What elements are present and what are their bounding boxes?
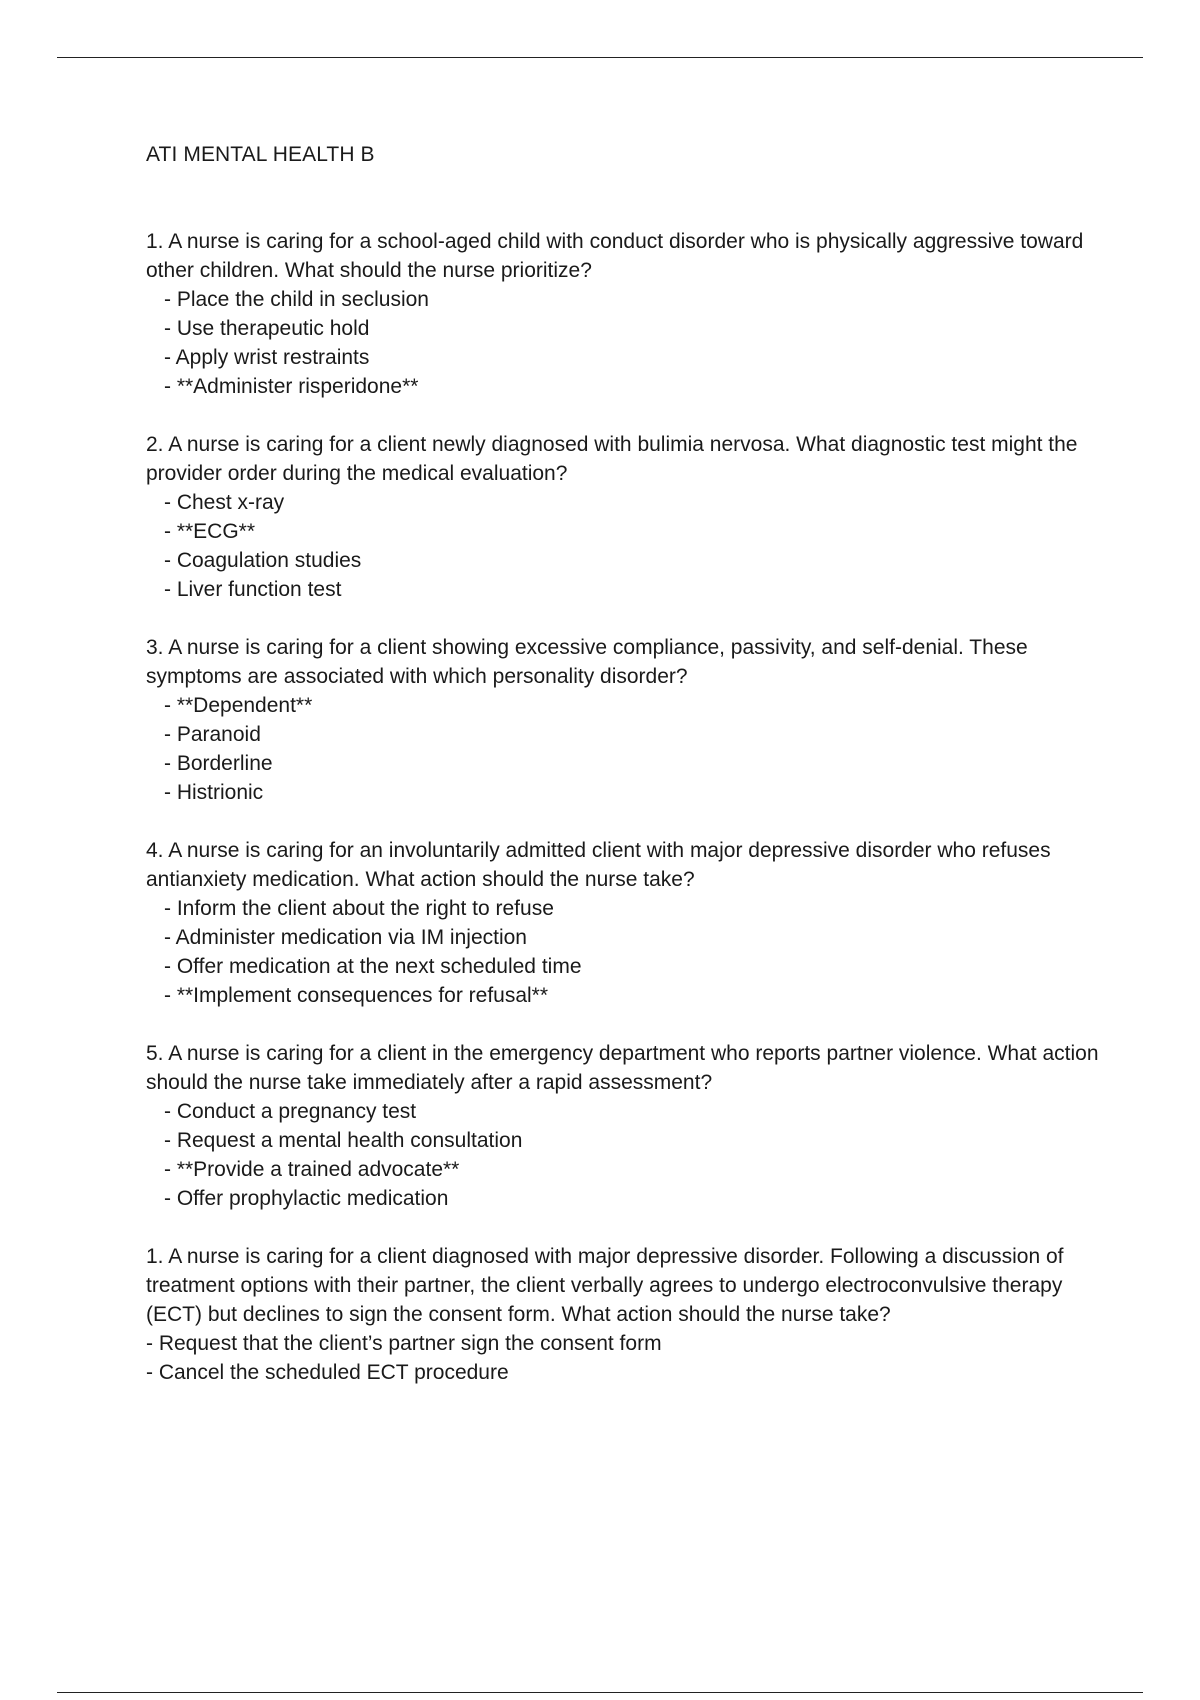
question-item [146, 1039, 1106, 1213]
answer-option: - **Implement consequences for refusal** [164, 984, 549, 1007]
answer-option: - Liver function test [164, 578, 342, 601]
answer-option: - Cancel the scheduled ECT procedure [146, 1361, 509, 1384]
option-list [146, 488, 1106, 604]
option-list [146, 691, 1106, 807]
answer-option: - Request a mental health consultation [164, 1129, 523, 1152]
answer-option: - **Dependent** [164, 694, 313, 717]
document-body [146, 140, 1106, 1416]
answer-option: - Chest x-ray [164, 491, 285, 514]
question-text: 2. A nurse is caring for a client newly diagnosed with bulimia nervosa. What diagnostic test might the provider order during the medical evaluation? [146, 433, 1078, 485]
option-list [146, 894, 1106, 1010]
question-text: 3. A nurse is caring for a client showing excessive compliance, passivity, and self-denial. These symptoms are associated with which personality disorder? [146, 636, 1028, 688]
answer-option: - Apply wrist restraints [164, 346, 370, 369]
question-text: 5. A nurse is caring for a client in the emergency department who reports partner violence. What action should the nurse take immediately after a rapid assessment? [146, 1042, 1099, 1094]
footer-rule [57, 1692, 1143, 1693]
answer-option: - **ECG** [164, 520, 256, 543]
option-list [146, 1329, 1106, 1387]
answer-option: - Inform the client about the right to refuse [164, 897, 554, 920]
question-text: 1. A nurse is caring for a school-aged child with conduct disorder who is physically aggressive toward other children. What should the nurse prioritize? [146, 230, 1084, 282]
answer-option: - Offer prophylactic medication [164, 1187, 449, 1210]
document-title: ATI MENTAL HEALTH B [146, 143, 375, 166]
answer-option: - Request that the client’s partner sign the consent form [146, 1332, 662, 1355]
answer-option: - **Provide a trained advocate** [164, 1158, 460, 1181]
question-item [146, 633, 1106, 807]
answer-option: - **Administer risperidone** [164, 375, 419, 398]
question-text: 1. A nurse is caring for a client diagnosed with major depressive disorder. Following a discussion of treatment options with their partner, the client verbally agrees to undergo electroconvulsive therapy (ECT) but declines to sign the consent form. What action should the nurse take? [146, 1245, 1064, 1326]
answer-option: - Conduct a pregnancy test [164, 1100, 417, 1123]
question-item [146, 430, 1106, 604]
option-list [146, 285, 1106, 401]
answer-option: - Place the child in seclusion [164, 288, 429, 311]
answer-option: - Histrionic [164, 781, 264, 804]
answer-option: - Use therapeutic hold [164, 317, 370, 340]
option-list [146, 1097, 1106, 1213]
question-item [146, 227, 1106, 401]
question-item [146, 836, 1106, 1010]
answer-option: - Paranoid [164, 723, 261, 746]
answer-option: - Administer medication via IM injection [164, 926, 527, 949]
answer-option: - Offer medication at the next scheduled time [164, 955, 582, 978]
question-text: 4. A nurse is caring for an involuntarily admitted client with major depressive disorder who refuses antianxiety medication. What action should the nurse take? [146, 839, 1051, 891]
answer-option: - Borderline [164, 752, 273, 775]
header-rule [57, 57, 1143, 58]
question-list [146, 227, 1106, 1387]
answer-option: - Coagulation studies [164, 549, 362, 572]
question-item [146, 1242, 1106, 1387]
